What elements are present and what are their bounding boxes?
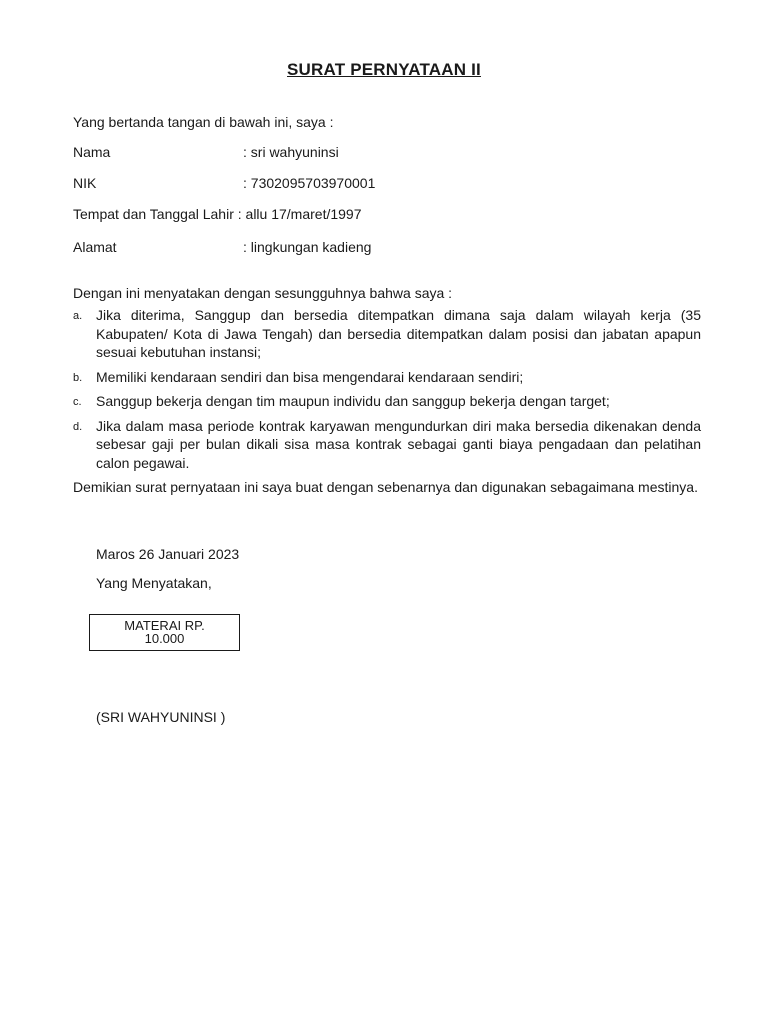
place-date: Maros 26 Januari 2023 [96,546,240,562]
closing-text: Demikian surat pernyataan ini saya buat dengan sebenarnya dan digunakan sebagaimana mestinya. [73,479,698,495]
list-item [73,392,701,411]
field-nik [73,175,375,191]
list-marker: d. [73,420,83,433]
signer-label: Yang Menyatakan, [96,575,212,591]
stamp-line-2: 10.000 [144,631,185,646]
list-item [73,368,701,387]
field-birth-value: : allu 17/maret/1997 [233,206,362,222]
field-alamat-label: Alamat [73,239,117,255]
list-marker: c. [73,396,82,408]
list-marker: b. [73,371,83,384]
signature-name: (SRI WAHYUNINSI ) [96,709,226,725]
field-nama [73,144,339,160]
statement-intro: Dengan ini menyatakan dengan sesungguhnya bahwa saya : [73,285,453,301]
field-birth [73,206,362,222]
list-marker: a. [73,310,83,322]
stamp-line-1: MATERAI RP. [124,618,205,633]
statement-list [73,306,701,478]
stamp-box [89,614,240,651]
field-birth-label: Tempat dan Tanggal Lahir [73,206,234,222]
field-nik-label: NIK [73,175,97,191]
list-item-text: Jika diterima, Sanggup dan bersedia ditempatkan dimana saja dalam wilayah kerja (35 Kabupaten/ Kota di Jawa Tengah) dan bersedia ditempatkan dalam posisi dan jabatan apapun sesuai kebutuhan instansi; [96,307,701,360]
field-nama-value: : sri wahyuninsi [243,144,339,160]
list-item-text: Jika dalam masa periode kontrak karyawan mengundurkan diri maka bersedia dikenakan denda sebesar gaji per bulan dikali sisa masa kontrak sebagai ganti biaya pengadaan dan pelatihan calon pegawai. [96,417,701,471]
list-item [73,306,701,362]
field-nama-label: Nama [73,144,111,160]
field-alamat [73,239,371,255]
document-title: SURAT PERNYATAAN II [287,60,481,79]
intro-text: Yang bertanda tangan di bawah ini, saya : [73,114,334,130]
list-item-text: Sanggup bekerja dengan tim maupun individu dan sanggup bekerja dengan target; [96,393,610,409]
field-nik-value: : 7302095703970001 [243,175,376,191]
list-item-text: Memiliki kendaraan sendiri dan bisa mengendarai kendaraan sendiri; [96,368,524,385]
list-item [73,417,701,473]
field-alamat-value: : lingkungan kadieng [243,239,372,255]
